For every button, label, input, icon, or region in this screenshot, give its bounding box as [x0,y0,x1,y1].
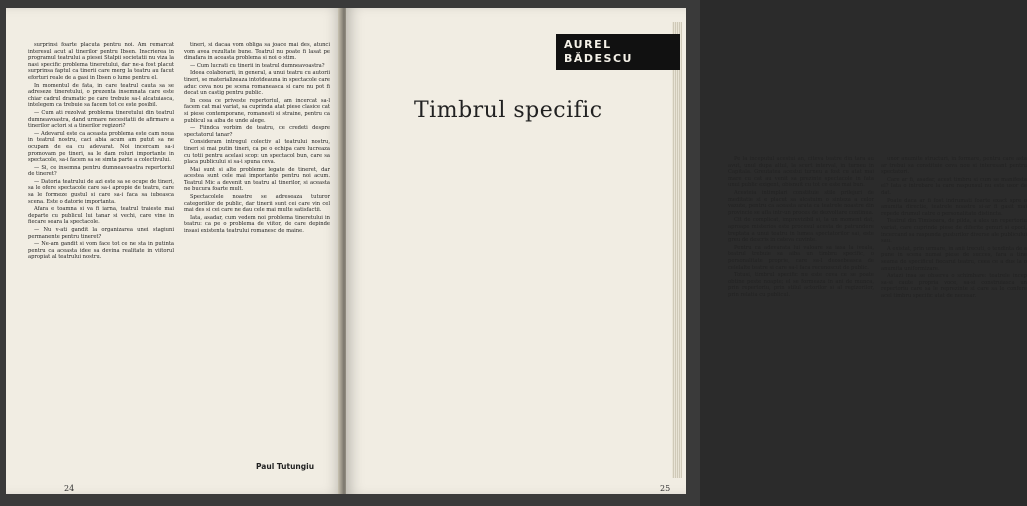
text-paragraph: — Cum ati rezolvat problema tineretului din teatrul dumneavoastra, dand urmare necesitatii de afirmare a tinerilor actori si a tinerilor regizori? [28,109,174,130]
text-paragraph: Totusi, timbrul specific nu este ceva ce se poate obtine peste noapte; el se formeaza in ani de munca, prin repertoriu, prin stilul actorilor si al regizorilor, prin relatia cu publicul. [728,272,874,298]
author-last-name: BĂDESCU [564,52,633,65]
text-paragraph: Mai sunt si alte probleme legate de tineret, dar acestea sunt cele mai importante pentru noi acum. Teatrul Mic a devenit un teatru al tinerilor, si aceasta ne bucura foarte mult. [184,166,330,193]
text-paragraph: unor anumite structuri, in formare, pentru care asta ar trebui sa constituie ceva nou si interesant pentru spectatori. [881,156,1027,176]
text-paragraph: Pentru ca adevarata lui valoare sa iasa la iveala, teatrul trebuie sa aiba un timbru specific, o personalitate proprie, care sa-l deosebeasca de celelalte teatre si care sa-l faca recunoscut de public. [728,244,874,271]
page-number-right: 25 [660,484,671,493]
author-first-name: AUREL [564,38,612,51]
text-paragraph: tineri, si dacaa vom obliga sa joace mai des, atunci vom avea rezultate bune. Teatrul nu poate fi lasat pe dinafara in aceasta problema si noi o stim. [184,42,330,62]
text-paragraph: — Fiindca vorbim de teatru, ce credeti despre spectatorul tanar? [184,125,330,138]
author-label [556,34,680,70]
text-paragraph: — Cum lucrati cu tinerii in teatrul dumneavoastra? [190,62,325,69]
text-paragraph: — Si, ce insemna pentru dumneavoastra repertoriul de tineret? [28,164,174,178]
page-edges [672,22,682,478]
text-paragraph: Pe la inceputul acestui an, citeva teatre din tara au avut, unul dupa altul, la scurt interval, in turneu in Capitala. Greutatea acestui turneu a fost cu atat mai mare cu cat au venit sa prezinte spectacole in fata unui public exigent, obisnuit cu tot ce este mai bun. [728,156,874,189]
text-paragraph: Cit de complicat, imprevizibil si, la un moment dat, aproape misterios este procesul acesta de patrundere treptata a unui teatru in lumea spectatorilor sai, este greu de descris in cateva cuvinte. [728,217,874,244]
right-page [346,8,1027,494]
text-paragraph: A existat, prin urmare, in anii trecuti, o tendinta de a pune in scena numai piese de succes, fara a tine seama de specificul fiecarui teatru, ceea ce a dus la o anumita uniformizare. [881,245,1027,272]
article-signature: Paul Tutungiu [256,462,315,471]
text-paragraph: Ideea colaborarii, in general, a unui teatru cu autorii tineri, se materializeaza intotdeauna in spectacole care aduc ceva nou pe scena romaneasca si care nu pot fi decat un castig pentru public. [184,70,330,97]
text-paragraph: Acesteia intimplari constituie stile prilejuri de meditatie si e placut sa alcatuim o sinteza a celor vazute, pentru ca aceasta arata ca teatrele noastre din provincie se afla intr-un proces de dezvoltare continua. [728,189,874,216]
text-paragraph: — Adevarul este ca aceasta problema este cam noua in teatrul nostru, caci abia acum am putut sa ne ocupam de ea cu adevarat. Noi incercam sa-i promovam pe tineri, sa le dam roluri importante in spectacole, sa-i facem sa se simta parte a colectivului. [28,130,174,164]
text-paragraph: Astazi insa se observa o schimbare: teatrele incep sa-si caute propria voce, sa-si construiasca un repertoriu care sa le reprezinte si care sa le confere acel timbru specific atat de necesar. [881,273,1027,299]
text-paragraph: — Nu v-ati gandit la organizarea unei stagiuni permanente pentru tineret? [28,227,174,240]
right-page-column-1 [728,156,874,492]
text-paragraph: Consideram intregul colectiv al teatrului nostru, tineri si mai putin tineri, ca pe o echipa care lucreaza cu totii pentru acelasi scop: un spectacol bun, care sa placa publicului si sa-i spuna ceva. [184,139,330,166]
text-paragraph: In momentul de fata, in care teatrul cauta sa se adreseze tineretului, o prezenta insemnata care este chiar cadrul dramatic pe care trebuie sa-l alcatuiasca, intelegem ca trebuie sa facem tot ce este posibil. [28,82,174,109]
text-paragraph: Care ar fi, asadar, acest timbru si cum se manifesta el? Iata o intrebare la care raspunsul nu este usor de dat. [881,176,1027,196]
text-paragraph: Poate daca ar fi fost indrumati foarte exact spre o anumita directie, teatrele noastre si-ar fi gasit mai repede drumul catre o personalitate distincta. [881,197,1027,217]
text-paragraph: Spectacolele noastre se adreseaza tuturor categoriilor de public, dar tinerii sunt cei care vin cel mai des si cei care ne dau cele mai multe satisfactii. [184,194,330,214]
text-paragraph: surprinsi foarte placuta pentru noi. Am remarcat interesul acut al tinerilor pentru Ibsen. Inscrierea in programul teatrului a piesei Stalpii societatii nu viza la nasi specific problema tineretului, dar ne-a fost placut surprinsa faptul ca tinerii care merg la teatru au facut eforturi reale de a gasi in Ibsen o lume pentru el. [28,42,174,81]
text-paragraph: In ceea ce priveste repertoriul, am incercat sa-l facem cat mai variat, sa cuprinda atat piese clasice cat si piese contemporane, romanesti si straine, pentru ca publicul sa aiba de unde alege. [184,97,330,124]
right-page-column-2 [881,156,1027,492]
left-page [6,8,342,494]
text-paragraph: — Datoria teatrului de azi este sa se ocupe de tineri, sa le ofere spectacole care sa-i apropie de teatru, care sa le formeze gustul si care sa-i faca sa iubeasca scena. Este o datorie importanta. [28,178,174,205]
text-paragraph: Iata, asadar, cum vedem noi problema tineretului in teatru: ca pe o problema de viitor, de care depinde insasi existenta teatrului romanesc de maine. [184,214,330,235]
text-paragraph: Teatrul din Timisoara, de pilda, a ales un repertoriu variat, care cuprinde piese de diferite genuri si epoci, incercand sa raspunda gusturilor diverse ale publicului sau. [881,218,1027,245]
text-paragraph: — Ne-am gandit si vom face tot ce ne sta in putinta pentru ca aceasta idee sa devina realitate in viitorul apropiat al teatrului nostru. [28,241,174,261]
page-number-left: 24 [64,484,75,493]
article-title: Timbrul specific [414,98,603,123]
left-page-column-1 [28,42,174,482]
left-page-column-2 [184,42,330,462]
text-paragraph: Afara e toamna si va fi iarna, teatrul traieste mai departe cu publicul lui tanar si vechi, care vine in fiecare seara la spectacole. [28,206,174,226]
